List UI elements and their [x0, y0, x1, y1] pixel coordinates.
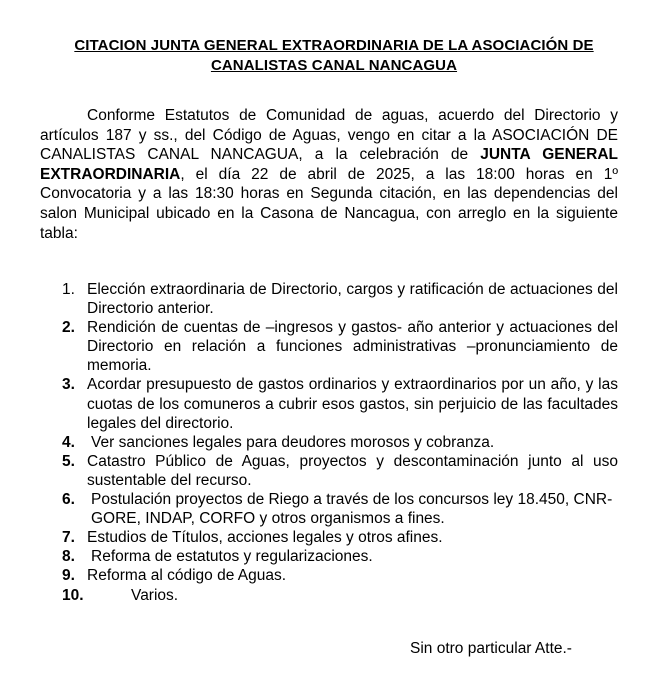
agenda-item-9	[40, 566, 618, 585]
agenda-item-4	[40, 433, 618, 452]
title-line-2: CANALISTAS CANAL NANCAGUA	[210, 57, 458, 74]
document-title	[40, 36, 628, 76]
intro-text-part1: Conforme Estatutos de Comunidad de aguas, acuerdo del Directorio y artículos 187 y ss., del Código de Aguas, vengo en citar a la ASOCIACIÓN DE CANALISTAS CANAL NANCAGUA, a la celebración de	[40, 107, 618, 164]
closing-line: Sin otro particular Atte.-	[410, 640, 572, 657]
agenda-number: 10.	[62, 586, 84, 604]
agenda-number: 9.	[62, 567, 75, 585]
agenda-item-3	[40, 375, 618, 432]
agenda-text: Catastro Público de Aguas, proyectos y descontaminación junto al uso sustentable del recurso.	[87, 452, 618, 489]
agenda-item-10	[40, 586, 618, 605]
title-line-1: CITACION JUNTA GENERAL EXTRAORDINARIA DE LA ASOCIACIÓN DE	[74, 37, 594, 54]
agenda-text: Estudios de Títulos, acciones legales y otros afines.	[87, 529, 443, 547]
agenda-number: 3.	[62, 376, 75, 394]
agenda-text: Ver sanciones legales para deudores morosos y cobranza.	[91, 433, 495, 451]
intro-paragraph	[40, 106, 618, 243]
agenda-text: Reforma de estatutos y regularizaciones.	[91, 548, 373, 566]
agenda-item-1	[40, 280, 618, 318]
agenda-number: 8.	[62, 548, 75, 566]
intro-text-part2: , el día 22 de abril de 2025, a las 18:00 horas en 1º Convocatoria y a las 18:30 horas en Segunda citación, en las dependencias del salon Municipal ubicado en la Casona de Nancagua, con arreglo en la siguiente tabla:	[40, 165, 618, 242]
agenda-item-2	[40, 318, 618, 375]
intro-meeting-type: JUNTA GENERAL EXTRAORDINARIA	[40, 146, 618, 183]
agenda-text: Rendición de cuentas de –ingresos y gastos- año anterior y actuaciones del Directorio en relación a funciones administrativas –pronunciamiento de memoria.	[87, 319, 618, 375]
agenda-number: 2.	[62, 319, 75, 337]
agenda-number: 7.	[62, 529, 75, 547]
agenda-text: Varios.	[131, 586, 179, 604]
agenda-item-8	[40, 547, 618, 566]
agenda-item-5	[40, 452, 618, 490]
agenda-number: 1.	[62, 281, 75, 298]
agenda-text: Acordar presupuesto de gastos ordinarios y extraordinarios por un año, y las cuotas de los comuneros a cubrir esos gastos, sin perjuicio de las facultades legales del directorio.	[87, 376, 618, 432]
agenda-item-7	[40, 528, 618, 547]
agenda-number: 4.	[62, 433, 75, 451]
agenda-list	[40, 280, 618, 605]
agenda-item-6	[40, 490, 618, 528]
agenda-text: Elección extraordinaria de Directorio, cargos y ratificación de actuaciones del Directorio anterior.	[87, 281, 618, 318]
agenda-number: 6.	[62, 491, 75, 509]
agenda-text: Reforma al código de Aguas.	[87, 567, 287, 585]
agenda-text: Postulación proyectos de Riego a través de los concursos ley 18.450, CNR-GORE, INDAP, CORFO y otros organismos a fines.	[91, 491, 613, 528]
agenda-number: 5.	[62, 452, 75, 470]
